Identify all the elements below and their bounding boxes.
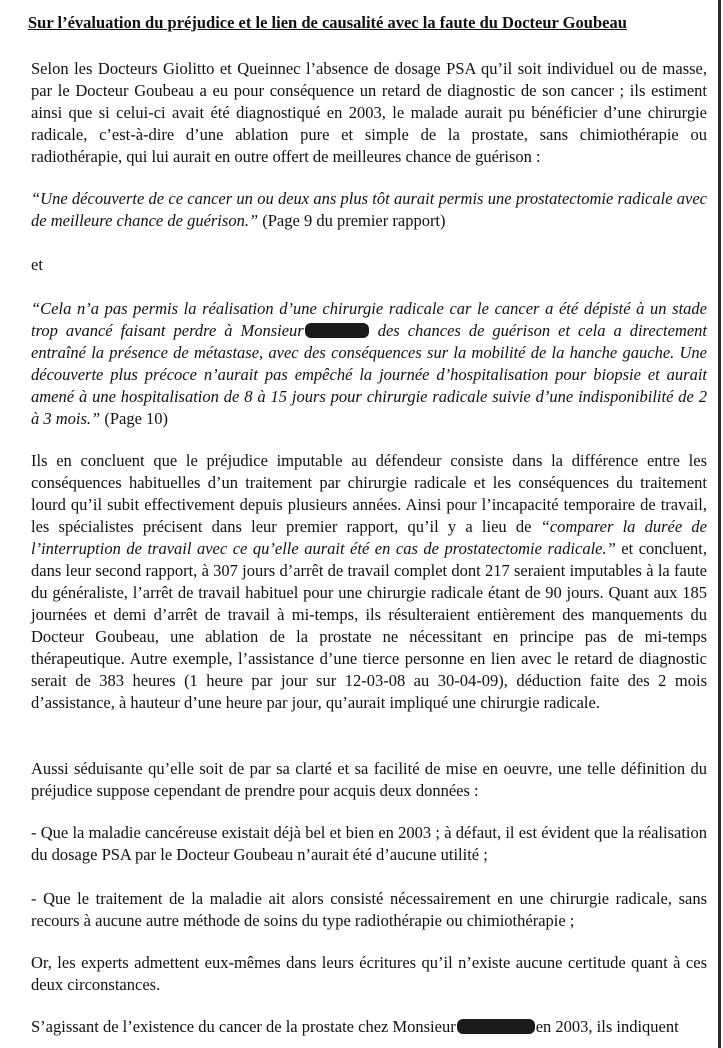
redacted-name-block <box>305 323 369 338</box>
paragraph-expert-opinion: Selon les Docteurs Giolitto et Queinnec l’absence de dosage PSA qu’il soit individuel ou de masse, par le Docteur Goubeau a eu pour conséquence un retard de diagnostic de son cancer ; ils estiment ainsi que si celui-ci avait été diagnostiqué en 2003, le malade aurait pu bénéficier d’une chirurgie radicale, c’est-à-dire d’une ablation pure et simple de la prostate, sans chimiothérapie ou radiothérapie, qui lui aurait en outre offert de meilleures chance de guérison : <box>31 59 707 166</box>
conclusion-text-b: et concluent, dans leur second rapport, à 307 jours d’arrêt de travail complet dont 217 seraient imputables à la faute du généraliste, l’arrêt de travail habituel pour une chirurgie radicale étant de 90 jours. Quant aux 185 journées et demi d’arrêt de travail à mi-temps, ils résulteraient entièrement des manquements du Docteur Goubeau, une ablation de la prostate ne nécessitant en principe pas de mi-temps thérapeutique. Autre exemple, l’assistance d’une tierce personne en lien avec le retard de diagnostic serait de 383 heures (1 heure par jour sur 12-03-08 au 30-04-09), déduction faite des 2 mois d’assistance, à hauteur d’une heure par jour, qu’aurait impliqué une chirurgie radicale. <box>31 539 707 712</box>
bullet-second-condition: - Que le traitement de la maladie ait alors consisté nécessairement en une chirurgie radicale, sans recours à aucune autre méthode de soins du type radiothérapie ou chimiothérapie ; <box>31 889 707 930</box>
paragraph-conclusion <box>31 450 707 714</box>
paragraph-definition: Aussi séduisante qu’elle soit de par sa clarté et sa facilité de mise en oeuvre, une telle définition du préjudice suppose cependant de prendre pour acquis deux données : <box>31 759 707 800</box>
bullet-first-condition: - Que la maladie cancéreuse existait déjà bel et bien en 2003 ; à défaut, il est évident que la réalisation du dosage PSA par le Docteur Goubeau n’aurait été d’aucune utilité ; <box>31 823 707 864</box>
conjunction-et: et <box>31 255 43 274</box>
cancer-existence-text-before: S’agissant de l’existence du cancer de la prostate chez Monsieur <box>31 1017 456 1036</box>
cancer-existence-text-after: en 2003, ils indiquent <box>535 1017 679 1036</box>
quote-text: “Une découverte de ce cancer un ou deux ans plus tôt aurait permis une prostatectomie radicale avec de meilleure chance de guérison.” <box>31 189 707 230</box>
quote-text-before-redaction: “Cela n’a pas permis la réalisation d’une chirurgie radicale car le cancer a été dépisté à un stade trop avancé faisant perdre à Monsieur <box>31 299 707 340</box>
quote-text-after-redaction: des chances de guérison et cela a directement entraîné la présence de métastase, avec des conséquences sur la mobilité de la hanche gauche. Une découverte plus précoce n’aurait pas empêché la journée d’hospitalisation pour biopsie et aurait amené à une hospitalisation de 8 à 15 jours pour chirurgie radicale suivie d’une indisponibilité de 2 à 3 mois.” <box>31 321 707 428</box>
quote-first-report <box>31 188 707 232</box>
quote-reference: (Page 10) <box>100 409 169 428</box>
paragraph-cancer-existence <box>31 1016 707 1038</box>
conclusion-text-a: Ils en concluent que le préjudice imputable au défendeur consiste dans la différence entre les conséquences habituelles d’un traitement par chirurgie radicale et les conséquences du traitement lourd qu’il subit effectivement depuis plusieurs années. Ainsi pour l’incapacité temporaire de travail, les spécialistes précisent dans leur premier rapport, qu’il y a lieu de <box>31 451 707 536</box>
redacted-name-block <box>457 1019 535 1034</box>
section-heading: Sur l’évaluation du préjudice et le lien de causalité avec la faute du Docteur Goubeau <box>28 13 627 32</box>
paragraph-experts-admit: Or, les experts admettent eux-mêmes dans leurs écritures qu’il n’existe aucune certitude quant à ces deux circonstances. <box>31 953 707 994</box>
scan-edge-line <box>718 0 721 1048</box>
quote-second-report <box>31 298 707 430</box>
quote-reference: (Page 9 du premier rapport) <box>258 211 446 230</box>
conclusion-quote: “comparer la durée de l’interruption de travail avec ce qu’elle aurait été en cas de prostatectomie radicale.” <box>31 517 707 558</box>
